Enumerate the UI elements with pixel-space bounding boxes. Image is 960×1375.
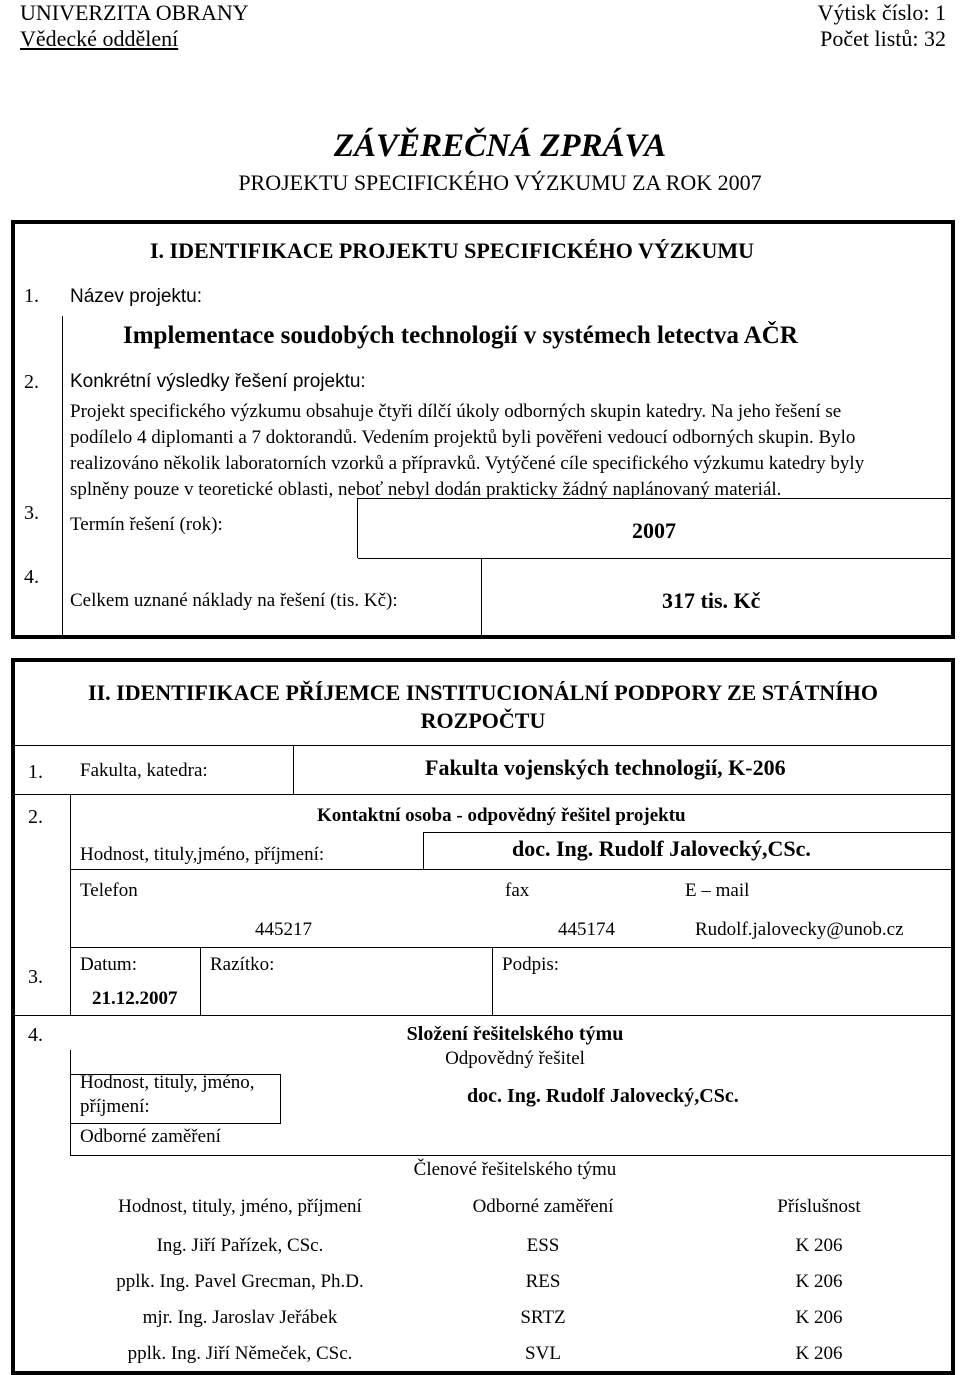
column-header-focus: Odborné zaměření bbox=[472, 1196, 614, 1217]
contact-name-value: doc. Ing. Rudolf Jalovecký,CSc. bbox=[512, 836, 811, 861]
signature-label: Podpis: bbox=[502, 954, 560, 975]
column-header-name: Hodnost, tituly, jméno, příjmení bbox=[118, 1196, 362, 1217]
email-label: E – mail bbox=[685, 880, 750, 901]
s2-item-2-number: 2. bbox=[28, 806, 43, 828]
member-affiliation: K 206 bbox=[795, 1343, 843, 1364]
item-4-number: 4. bbox=[24, 566, 39, 588]
faculty-label: Fakulta, katedra: bbox=[80, 760, 208, 781]
contact-name-label: Hodnost, tituly,jméno, příjmení: bbox=[80, 844, 325, 865]
fax-label: fax bbox=[505, 880, 530, 901]
university-name: UNIVERZITA OBRANY bbox=[20, 0, 249, 25]
member-focus: SVL bbox=[525, 1343, 561, 1364]
team-name-value: doc. Ing. Rudolf Jalovecký,CSc. bbox=[467, 1085, 739, 1107]
members-heading: Členové řešitelského týmu bbox=[413, 1159, 617, 1180]
column-header-affiliation: Příslušnost bbox=[777, 1196, 861, 1217]
item-2-number: 2. bbox=[24, 371, 39, 393]
fax-value: 445174 bbox=[558, 919, 615, 940]
s2-item-4-number: 4. bbox=[28, 1024, 43, 1046]
contact-heading: Kontaktní osoba - odpovědný řešitel projektu bbox=[317, 805, 686, 826]
department-name: Vědecké oddělení bbox=[20, 26, 179, 51]
results-label: Konkrétní výsledky řešení projektu: bbox=[70, 371, 366, 392]
term-value: 2007 bbox=[632, 518, 676, 543]
member-focus: SRTZ bbox=[520, 1307, 566, 1328]
section-1-heading: I. IDENTIFIKACE PROJEKTU SPECIFICKÉHO VÝZKUMU bbox=[150, 238, 755, 263]
s2-item-3-number: 3. bbox=[28, 966, 43, 988]
results-line: splněny pouze v teoretické oblasti, neboť nebyl dodán prakticky žádný naplánovaný materiál. bbox=[70, 479, 782, 500]
responsible-heading: Odpovědný řešitel bbox=[445, 1048, 585, 1069]
section-2-heading: II. IDENTIFIKACE PŘÍJEMCE INSTITUCIONÁLNÍ PODPORY ZE STÁTNÍHO bbox=[88, 680, 878, 705]
member-name: pplk. Ing. Jiří Němeček, CSc. bbox=[127, 1343, 353, 1364]
costs-value: 317 tis. Kč bbox=[662, 588, 761, 613]
member-name: mjr. Ing. Jaroslav Jeřábek bbox=[142, 1307, 338, 1328]
copy-number: Výtisk číslo: 1 bbox=[817, 0, 946, 25]
s2-item-1-number: 1. bbox=[28, 761, 43, 783]
faculty-value: Fakulta vojenských technologií, K-206 bbox=[425, 755, 786, 780]
focus-label: Odborné zaměření bbox=[80, 1126, 221, 1147]
member-focus: ESS bbox=[526, 1235, 560, 1256]
costs-label: Celkem uznané náklady na řešení (tis. Kč): bbox=[70, 590, 398, 611]
team-name-label: Hodnost, tituly, jméno, bbox=[80, 1072, 255, 1093]
report-title: ZÁVĚREČNÁ ZPRÁVA bbox=[333, 128, 667, 164]
member-name: pplk. Ing. Pavel Grecman, Ph.D. bbox=[116, 1271, 364, 1292]
item-3-number: 3. bbox=[24, 502, 39, 524]
member-affiliation: K 206 bbox=[795, 1307, 843, 1328]
results-line: realizováno několik laboratorních vzorků a přípravků. Vytýčené cíle specifického výzkumu katedry byly bbox=[70, 453, 865, 474]
team-name-label-continued: příjmení: bbox=[80, 1096, 150, 1117]
sheet-count: Počet listů: 32 bbox=[820, 26, 946, 51]
item-1-number: 1. bbox=[24, 285, 39, 307]
email-value: Rudolf.jalovecky@unob.cz bbox=[695, 919, 904, 940]
date-value: 21.12.2007 bbox=[92, 988, 178, 1009]
project-name-value: Implementace soudobých technologií v systémech letectva AČR bbox=[123, 322, 798, 349]
results-line: Projekt specifického výzkumu obsahuje čtyři dílčí úkoly odborných skupin katedry. Na jeho řešení se bbox=[70, 401, 842, 422]
section-2-heading-continued: ROZPOČTU bbox=[420, 708, 546, 733]
date-label: Datum: bbox=[80, 954, 137, 975]
phone-value: 445217 bbox=[255, 919, 312, 940]
member-name: Ing. Jiří Pařízek, CSc. bbox=[156, 1235, 324, 1256]
team-heading: Složení řešitelského týmu bbox=[406, 1023, 624, 1045]
stamp-label: Razítko: bbox=[210, 954, 275, 975]
member-affiliation: K 206 bbox=[795, 1235, 843, 1256]
term-label: Termín řešení (rok): bbox=[70, 514, 223, 535]
report-subtitle: PROJEKTU SPECIFICKÉHO VÝZKUMU ZA ROK 2007 bbox=[238, 170, 762, 195]
member-focus: RES bbox=[525, 1271, 561, 1292]
member-affiliation: K 206 bbox=[795, 1271, 843, 1292]
results-line: podílelo 4 diplomanti a 7 doktorandů. Vedením projektů byli pověřeni vedoucí odborných skupin. Bylo bbox=[70, 427, 856, 448]
phone-label: Telefon bbox=[80, 880, 138, 901]
project-name-label: Název projektu: bbox=[70, 286, 203, 307]
